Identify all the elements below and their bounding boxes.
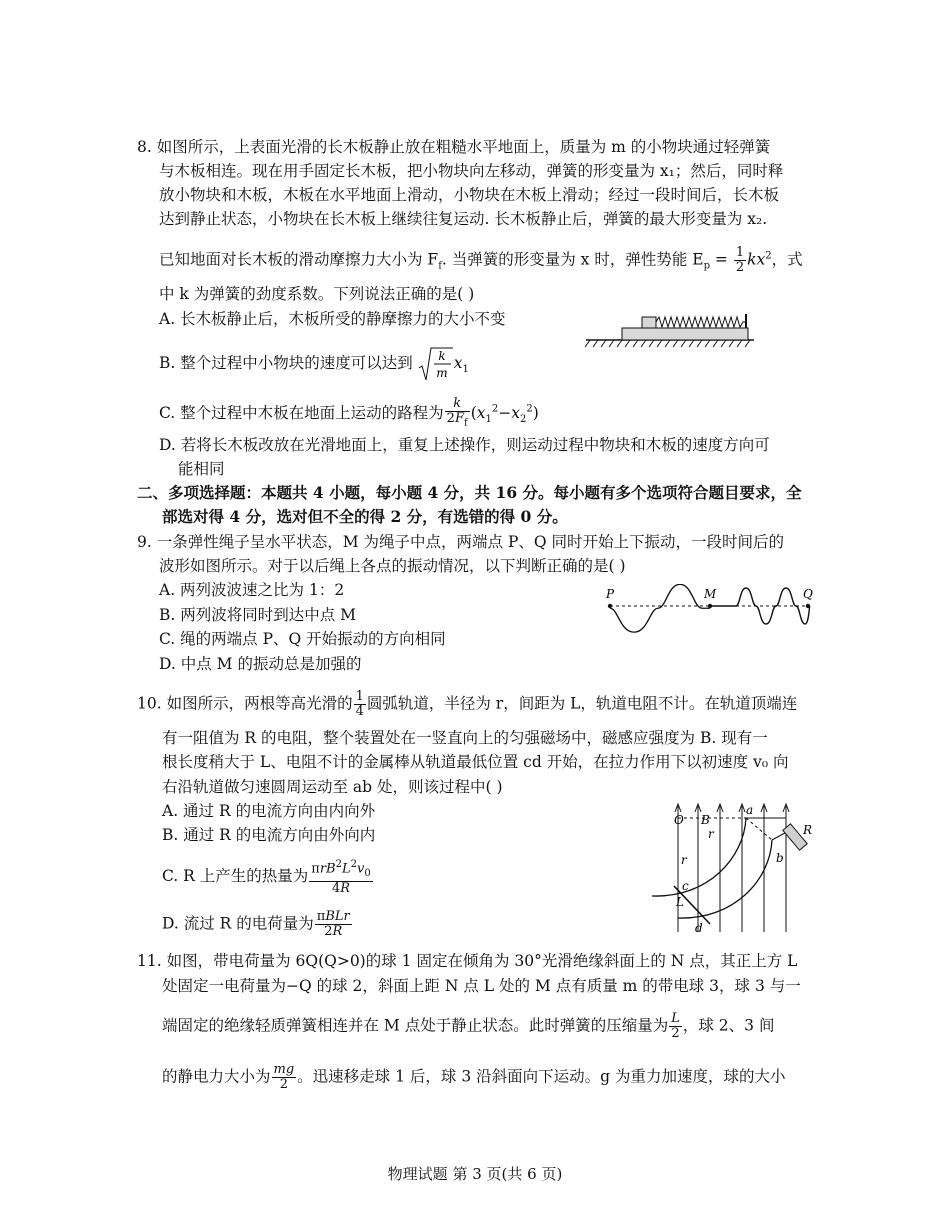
q10-option-c-text: C. R 上产生的热量为	[162, 866, 309, 885]
q10-fig-label-c: c	[682, 879, 689, 893]
q10-option-b: B. 通过 R 的电流方向由外向内	[162, 826, 376, 844]
q10-line-4: 右沿轨道做匀速圆周运动至 ab 处，则该过程中( )	[162, 778, 503, 796]
q10-line-3: 根长度稍大于 L、电阻不计的金属棒从轨道最低位置 cd 开始，在拉力作用下以初速度 v₀ 向	[162, 753, 789, 771]
q9-wave-figure	[600, 584, 820, 636]
q9-fig-label-p: P	[606, 587, 615, 601]
q10-fig-label-o: O	[674, 813, 684, 827]
q8-line-2: 与木板相连。现在用手固定长木板，把小物块向左移动，弹簧的形变量为 x₁；然后，同时释	[159, 162, 784, 180]
q9-fig-label-m: M	[704, 587, 717, 601]
q8-line-3: 放小物块和木板，木板在水平地面上滑动，小物块在木板上滑动；经过一段时间后，长木板	[159, 186, 780, 204]
q8-line-6: 中 k 为弹簧的劲度系数。下列说法正确的是( )	[159, 285, 475, 303]
q10-option-d-text: D. 流过 R 的电荷量为	[162, 914, 314, 933]
q8-board-spring-figure	[582, 312, 754, 352]
q9-option-a: A. 两列波波速之比为 1：2	[159, 581, 345, 599]
q11-line-3: 端固定的绝缘轻质弹簧相连并在 M 点处于静止状态。此时弹簧的压缩量为 $\frac{L}{2}$ ，球 2、3 间	[162, 1011, 775, 1041]
q11-line-3b: ，球 2、3 间	[682, 1016, 775, 1035]
q10-fig-label-l: L	[676, 895, 684, 909]
q10-fig-label-a: a	[746, 803, 754, 817]
q11-line-4a: 的静电力大小为	[162, 1067, 271, 1086]
q8-line-5c: ，式	[771, 250, 803, 269]
q8-line-5: 已知地面对长木板的滑动摩擦力大小为 $F_f$. 当弹簧的形变量为 x 时，弹性势能 $E_p$ = $\frac{1}{2}$ $kx^2$，式	[159, 245, 803, 275]
q8-option-d-line-1: D. 若将长木板改放在光滑地面上，重复上述操作，则运动过程中物块和木板的速度方向可	[159, 436, 770, 454]
q10-line-1b: 圆弧轨道，半径为 r，间距为 L，轨道电阻不计。在轨道顶端连	[366, 694, 798, 713]
q11-line-4b: 。迅速移走球 1 后，球 3 沿斜面向下运动。g 为重力加速度，球的大小	[297, 1067, 786, 1086]
q9-option-c: C. 绳的两端点 P、Q 开始振动的方向相同	[159, 630, 446, 648]
q8-line-1: 8. 如图所示，上表面光滑的长木板静止放在粗糙水平地面上，质量为 m 的小物块通过轻弹簧	[137, 138, 771, 156]
q9-fig-label-q: Q	[803, 587, 813, 601]
q8-option-b-text: B. 整个过程中小物块的速度可以达到	[159, 354, 413, 372]
q9-line-2: 波形如图所示。对于以后绳上各点的振动情况，以下判断正确的是( )	[159, 557, 626, 575]
section-2-line-2: 部选对得 4 分，选对但不全的得 2 分，有选错的得 0 分。	[162, 507, 568, 526]
q8-option-b: B. 整个过程中小物块的速度可以达到 k m $x_1$	[159, 349, 469, 380]
q10-fig-label-r-side: r	[681, 853, 687, 867]
q8-option-d-line-2: 能相同	[178, 460, 225, 478]
section-2-line-1: 二、多项选择题：本题共 4 小题，每小题 4 分，共 16 分。每小题有多个选项符合题目要求，全	[137, 483, 802, 502]
q10-fig-label-b: b	[776, 851, 784, 865]
q8-line-4: 达到静止状态，小物块在长木板上继续往复运动. 长木板静止后，弹簧的最大形变量为 x₂.	[159, 210, 768, 228]
q10-line-1a: 10. 如图所示，两根等高光滑的	[137, 694, 353, 713]
svg-text:m: m	[435, 366, 448, 380]
q11-line-2: 处固定一电荷量为−Q 的球 2，斜面上距 N 点 L 处的 M 点有质量 m 的带电球 3，球 3 与一	[162, 977, 801, 995]
q10-fig-label-field: B	[701, 813, 710, 827]
q10-fig-label-resistor: R	[803, 823, 813, 837]
q9-option-b: B. 两列波将同时到达中点 M	[159, 606, 357, 624]
q8-option-c: C. 整个过程中木板在地面上运动的路程为 $\frac{k}{2F_f}$ $(x_1^2-x_2^2)$	[159, 396, 539, 429]
q9-option-d: D. 中点 M 的振动总是加强的	[159, 655, 362, 673]
page-footer: 物理试题 第 3 页(共 6 页)	[387, 1165, 563, 1183]
q8-option-c-text: C. 整个过程中木板在地面上运动的路程为	[159, 403, 444, 422]
q11-line-1: 11. 如图，带电荷量为 6Q(Q>0)的球 1 固定在倾角为 30°光滑绝缘斜面上的 N 点，其正上方 L	[137, 952, 798, 970]
q10-line-1: 10. 如图所示，两根等高光滑的 $\frac{1}{4}$ 圆弧轨道，半径为 r，间距为 L，轨道电阻不计。在轨道顶端连	[137, 689, 798, 719]
q10-option-a: A. 通过 R 的电流方向由内向外	[162, 802, 376, 820]
q10-option-d: D. 流过 R 的电荷量为 $\frac{\text{πBLr}}{2R}$	[162, 909, 350, 939]
q11-line-3a: 端固定的绝缘轻质弹簧相连并在 M 点处于静止状态。此时弹簧的压缩量为	[162, 1016, 669, 1035]
q9-line-1: 9. 一条弹性绳子呈水平状态，M 为绳子中点，两端点 P、Q 同时开始上下振动，一段时间后的	[137, 533, 785, 551]
q8-option-a: A. 长木板静止后，木板所受的静摩擦力的大小不变	[159, 310, 506, 328]
q8-line-5a: 已知地面对长木板的滑动摩擦力大小为 F	[159, 250, 439, 269]
q10-option-c: C. R 上产生的热量为 $\frac{\pi rB^2L^2v_0}{4R}$	[162, 859, 371, 896]
svg-text:k: k	[438, 349, 446, 363]
q10-fig-label-d: d	[695, 921, 703, 935]
q11-line-4: 的静电力大小为 $\frac{mg}{2}$ 。迅速移走球 1 后，球 3 沿斜面向下运动。g 为重力加速度，球的大小	[162, 1062, 786, 1092]
q8-line-5b: . 当弹簧的形变量为 x 时，弹性势能 E	[441, 250, 704, 269]
q10-fig-label-r-top: r	[708, 827, 714, 841]
q10-line-2: 有一阻值为 R 的电阻，整个装置处在一竖直向上的匀强磁场中，磁感应强度为 B. 现有一	[162, 729, 768, 747]
q10-arc-rail-figure	[648, 798, 820, 938]
